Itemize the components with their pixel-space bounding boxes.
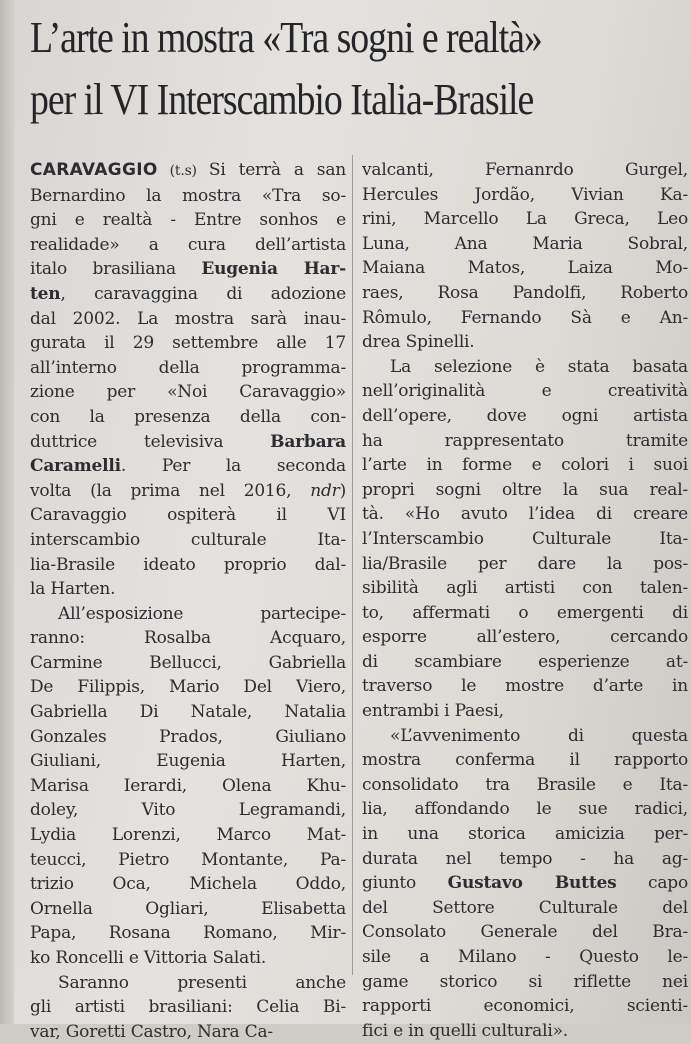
- left-column-line: realidade» a cura dell’artista: [30, 234, 346, 255]
- headline: [30, 8, 589, 130]
- left-column-line: all’interno della programma-: [30, 357, 346, 378]
- right-column-line: Hercules Jordão, Vivian Ka-: [362, 184, 688, 205]
- left-column-line: Marisa Ierardi, Olena Khu-: [30, 775, 346, 796]
- left-column-line: Saranno presenti anche: [58, 972, 346, 993]
- right-column-line: sile a Milano - Questo le-: [362, 947, 688, 967]
- article-column-right: [362, 158, 688, 1043]
- left-column-text-run: Caramelli: [30, 456, 121, 477]
- right-column-line: mostra conferma il rapporto: [362, 750, 688, 771]
- left-column-line: [30, 479, 346, 504]
- left-column-line: De Filippis, Mario Del Viero,: [30, 677, 346, 698]
- left-column-line: gurata il 29 settembre alle 17: [30, 333, 346, 354]
- right-column-line: Luna, Ana Maria Sobral,: [362, 233, 688, 254]
- right-column-line: fici e in quelli culturali».: [362, 1020, 568, 1041]
- right-column-line: l’Interscambio Culturale Ita-: [362, 528, 688, 549]
- left-column-line: dal 2002. La mostra sarà inau-: [30, 308, 346, 329]
- left-column-text-run: (t.s): [157, 163, 209, 179]
- left-column-line: Papa, Rosana Romano, Mir-: [30, 923, 346, 944]
- left-column-text-run: volta (la prima nel 2016,: [30, 480, 311, 501]
- right-column-line: nell’originalità e creatività: [362, 381, 688, 402]
- left-column-line: [30, 257, 346, 282]
- left-column-text-run: ten: [30, 283, 61, 304]
- left-column-line: Bernardino la mostra «Tra so-: [30, 185, 346, 206]
- right-column-text-run: capo: [616, 873, 688, 894]
- right-column-line: rini, Marcello La Greca, Leo: [362, 209, 688, 230]
- headline-line-2: per il VI Interscambio Italia-Brasile: [30, 75, 534, 124]
- headline-line-1: L’arte in mostra «Tra sogni e realtà»: [30, 13, 542, 62]
- left-column-line: [30, 454, 346, 479]
- right-column-line: «L’avvenimento di questa: [390, 725, 688, 746]
- right-column-line: drea Spinelli.: [362, 332, 475, 353]
- left-column-line: gni e realtà - Entre sonhos e: [30, 210, 346, 231]
- left-column-line: var, Goretti Castro, Nara Ca-: [30, 1021, 273, 1042]
- right-column-line: [362, 871, 688, 896]
- left-column-line: doley, Vito Legramandi,: [30, 800, 346, 821]
- left-column-text-run: italo brasiliana: [30, 259, 202, 280]
- right-column-line: to, affermati o emergenti di: [362, 602, 688, 623]
- right-column-line: del Settore Culturale del: [362, 897, 688, 918]
- right-column-line: durata nel tempo - ha ag-: [362, 848, 688, 869]
- left-column-line: Ornella Ogliari, Elisabetta: [30, 898, 346, 919]
- left-column-line: ko Roncelli e Vittoria Salati.: [30, 948, 267, 968]
- right-column-line: dell’opere, dove ogni artista: [362, 405, 688, 426]
- right-column-line: Rômulo, Fernando Sà e An-: [362, 307, 688, 328]
- left-column-line: lia-Brasile ideato proprio dal-: [30, 554, 346, 575]
- left-column-line: Giuliani, Eugenia Harten,: [30, 751, 346, 772]
- right-column-line: Maiana Matos, Laiza Mo-: [362, 258, 688, 279]
- left-column-text-run: Barbara: [270, 431, 346, 452]
- left-column-text-run: Si terrà a san: [208, 160, 347, 180]
- left-column-line: con la presenza della con-: [30, 406, 346, 427]
- right-column-line: lia, affondando le sue radici,: [362, 799, 688, 820]
- right-column-line: game storico si riflette nei: [362, 971, 688, 992]
- right-column-line: traverso le mostre d’arte in: [362, 676, 688, 697]
- left-column-line: Caravaggio ospiterà il VI: [30, 505, 346, 526]
- article-column-left: [30, 158, 346, 1044]
- left-column-line: zione per «Noi Caravaggio»: [30, 382, 346, 403]
- right-column-line: esporre all’estero, cercando: [362, 627, 688, 648]
- left-column-line: trizio Oca, Michela Oddo,: [30, 874, 346, 895]
- page-fold-shadow: [0, 0, 14, 1024]
- left-column-text-run: Eugenia Har-: [201, 259, 346, 280]
- right-column-line: ha rappresentato tramite: [362, 430, 688, 451]
- right-column-line: di scambiare esperienze at-: [362, 651, 688, 672]
- left-column-line: teucci, Pietro Montante, Pa-: [30, 849, 346, 870]
- right-column-text-run: giunto: [362, 873, 448, 894]
- left-column-line: [30, 430, 346, 455]
- left-column-line: interscambio culturale Ita-: [30, 529, 346, 550]
- left-column-line: [30, 282, 346, 307]
- left-column-line: All’esposizione partecipe-: [58, 603, 346, 624]
- right-column-line: raes, Rosa Pandolfi, Roberto: [362, 282, 688, 303]
- left-column-text-run: , caravaggina di adozione: [60, 283, 346, 304]
- right-column-text-run: Gustavo Buttes: [447, 873, 617, 894]
- left-column-line: Gonzales Prados, Giuliano: [30, 726, 346, 747]
- left-column-text-run: ndr: [310, 480, 340, 501]
- left-column-text-run: CARAVAGGIO: [30, 160, 158, 180]
- left-column-text-run: . Per la seconda: [120, 456, 346, 477]
- right-column-line: Consolato Generale del Bra-: [362, 922, 688, 943]
- left-column-line: Gabriella Di Natale, Natalia: [30, 702, 346, 723]
- left-column-text-run: ): [339, 480, 346, 501]
- left-column-line: Lydia Lorenzi, Marco Mat-: [30, 825, 346, 846]
- right-column-line: entrambi i Paesi,: [362, 701, 504, 722]
- right-column-line: tà. «Ho avuto l’idea di creare: [362, 504, 688, 525]
- right-column-line: sibilità agli artisti con talen-: [362, 578, 688, 599]
- right-column-line: La selezione è stata basata: [390, 356, 688, 377]
- right-column-line: l’arte in forme e colori i suoi: [362, 455, 688, 476]
- left-column-line: [30, 158, 346, 184]
- left-column-line: ranno: Rosalba Acquaro,: [30, 628, 346, 649]
- left-column-text-run: duttrice televisiva: [30, 431, 271, 452]
- left-column-line: gli artisti brasiliani: Celia Bi-: [30, 997, 346, 1018]
- right-column-line: consolidato tra Brasile e Ita-: [362, 774, 688, 795]
- right-column-line: rapporti economici, scienti-: [362, 996, 688, 1017]
- right-column-line: propri sogni oltre la sua real-: [362, 479, 688, 500]
- column-divider: [352, 155, 353, 975]
- left-column-line: la Harten.: [30, 579, 116, 600]
- right-column-line: in una storica amicizia per-: [362, 824, 688, 845]
- right-column-line: valcanti, Fernanrdo Gurgel,: [362, 160, 688, 180]
- left-column-line: Carmine Bellucci, Gabriella: [30, 652, 346, 673]
- right-column-line: lia/Brasile per dare la pos-: [362, 553, 688, 574]
